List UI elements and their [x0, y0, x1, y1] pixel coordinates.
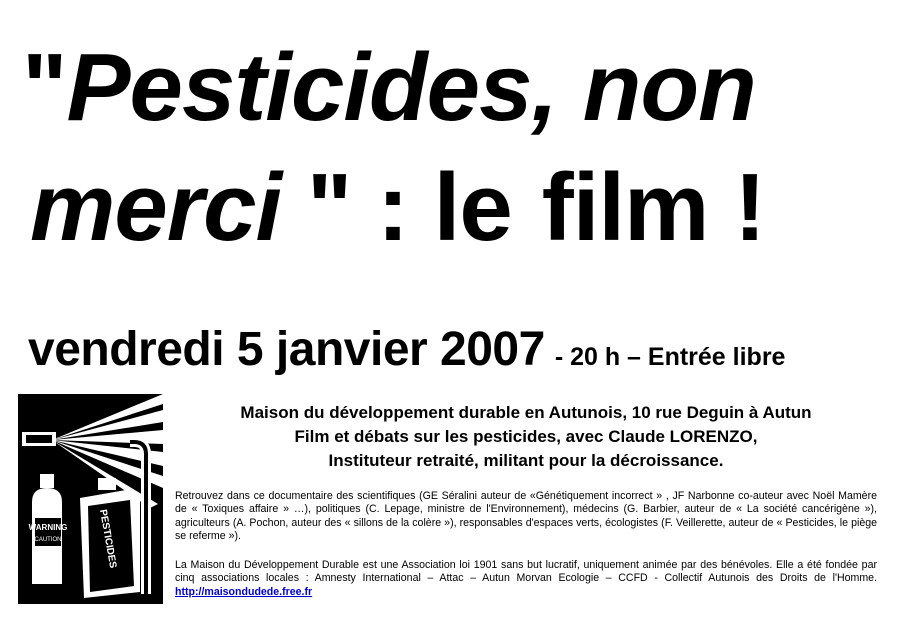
- info-speaker: Instituteur retraité, militant pour la décroissance.: [328, 451, 724, 470]
- event-details: - 20 h – Entrée libre: [554, 343, 786, 371]
- pesticides-label: PESTICIDES: [97, 508, 119, 570]
- event-line: [28, 322, 785, 377]
- website-link[interactable]: http://maisondudede.free.fr: [175, 585, 313, 598]
- event-date: vendredi 5 janvier 2007: [28, 323, 545, 376]
- title-le: " : le: [281, 154, 512, 261]
- title-line-2: [30, 154, 766, 261]
- association-paragraph: [175, 559, 877, 599]
- caution-label: CAUTION: [34, 537, 62, 543]
- warning-label: WARNING: [28, 523, 68, 532]
- title-film: film !: [541, 154, 766, 261]
- info-film-debate: Film et débats sur les pesticides, avec Claude LORENZO,: [294, 427, 758, 446]
- pesticide-cans-illustration: [18, 394, 163, 604]
- info-address: Maison du développement durable en Autunois, 10 rue Deguin à Autun: [240, 403, 812, 422]
- title-line-1: [22, 34, 756, 141]
- title-merci: merci: [30, 154, 282, 261]
- title-pesticides: Pesticides, non: [66, 34, 756, 141]
- info-block: [175, 401, 877, 473]
- title-open-quote: ": [22, 34, 67, 141]
- documentary-paragraph: Retrouvez dans ce documentaire des scientifiques (GE Séralini auteur de «Génétiquement incorrect » , JF Narbonne co-auteur avec Noël Mamère de « Toxiques affaire » …), politiques (C. Lepage, ministre de l'Environnement), médecins (G. Barbier, auteur de « La société cancérigène »), agriculteurs (A. Pochon, auteur des « sillons de la colère »), responsables d'espaces verts, écologistes (F. Veillerette, auteur de « Pesticides, le piège se referme »).: [175, 490, 877, 543]
- association-text: La Maison du Développement Durable est une Association loi 1901 sans but lucratif, uniquement animée par des bénévoles. Elle a été fondée par cinq associations locales : Amnesty International – Attac – Autun Morvan Ecologie – CCFD - Collectif Autunois des Droits de l'Homme.: [175, 559, 877, 585]
